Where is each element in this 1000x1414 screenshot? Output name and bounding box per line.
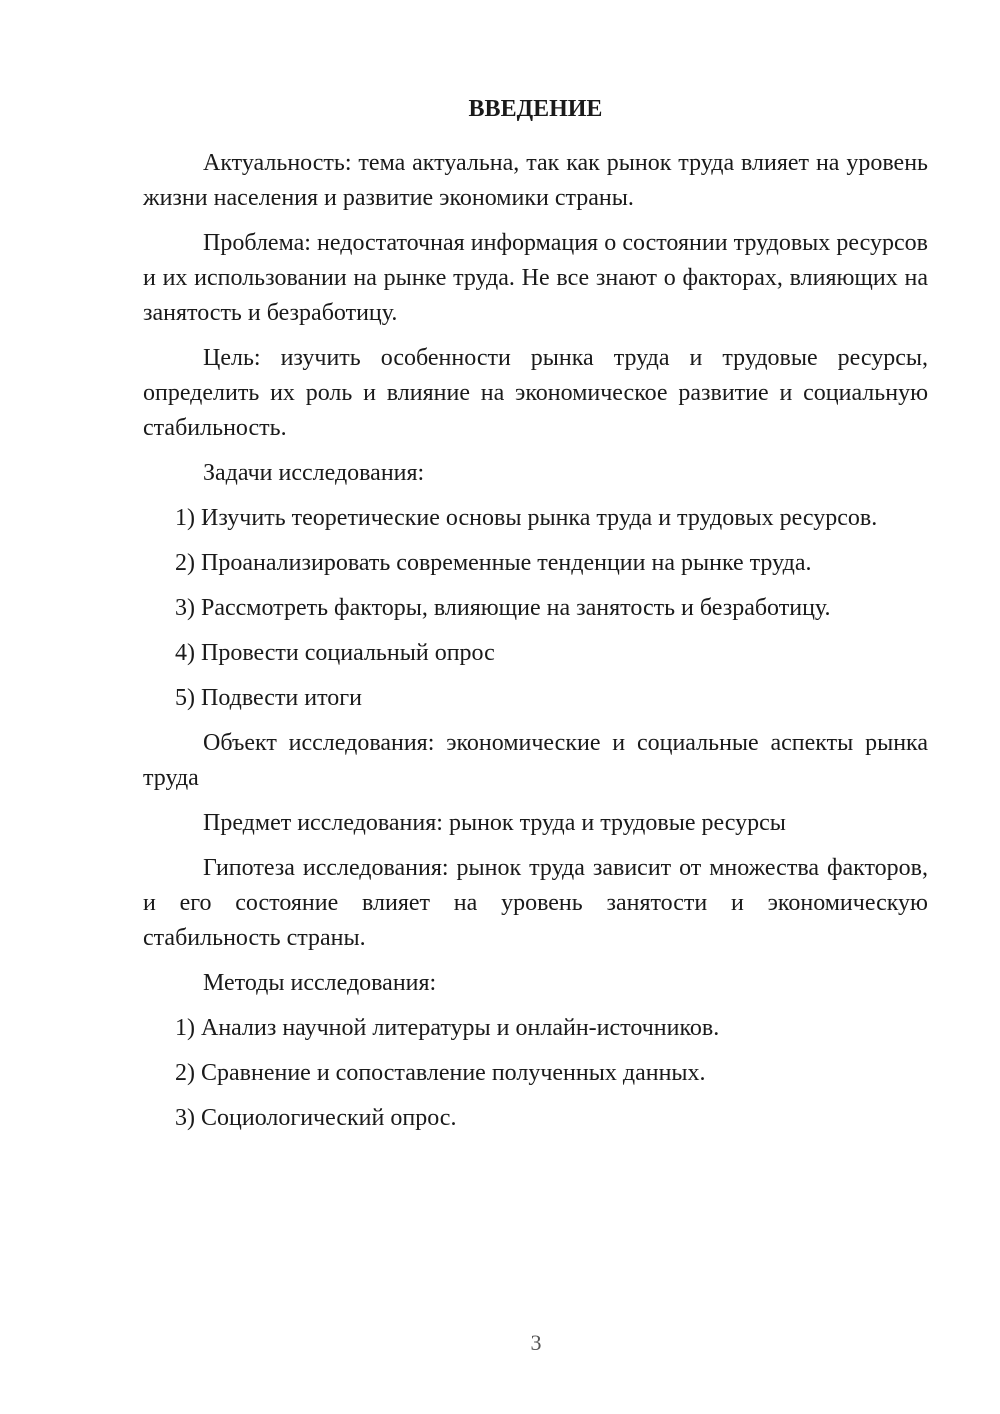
object-paragraph: Объект исследования: экономические и социальные аспекты рынка труда [143,730,928,791]
methods-list [143,1011,928,1136]
list-item: 4) Провести социальный опрос [175,640,495,666]
section-title: ВВЕДЕНИЕ [468,96,603,122]
goal-paragraph: Цель: изучить особенности рынка труда и трудовые ресурсы, определить их роль и влияние на экономическое развитие и социальную стабильность. [143,345,928,441]
tasks-heading: Задачи исследования: [203,460,425,486]
relevance-paragraph: Актуальность: тема актуальна, так как рынок труда влияет на уровень жизни населения и развитие экономики страны. [143,150,928,211]
list-item: 5) Подвести итоги [175,685,362,711]
list-item: 2) Проанализировать современные тенденции на рынке труда. [175,550,812,576]
page-number: 3 [530,1330,542,1355]
subject-paragraph: Предмет исследования: рынок труда и трудовые ресурсы [203,810,786,836]
list-item: 3) Рассмотреть факторы, влияющие на занятость и безработицу. [175,595,831,621]
list-item: 2) Сравнение и сопоставление полученных данных. [175,1060,706,1086]
list-item: 1) Анализ научной литературы и онлайн-источников. [175,1015,720,1041]
tasks-list [143,501,928,716]
list-item: 1) Изучить теоретические основы рынка труда и трудовых ресурсов. [175,505,878,531]
methods-heading: Методы исследования: [203,970,437,996]
hypothesis-paragraph: Гипотеза исследования: рынок труда зависит от множества факторов, и его состояние влияет на уровень занятости и экономическую стабильность страны. [143,855,928,951]
page-content [143,92,928,1146]
list-item: 3) Социологический опрос. [175,1105,457,1131]
problem-paragraph: Проблема: недостаточная информация о состоянии трудовых ресурсов и их использовании на рынке труда. Не все знают о факторах, влияющих на занятость и безработицу. [143,230,928,326]
